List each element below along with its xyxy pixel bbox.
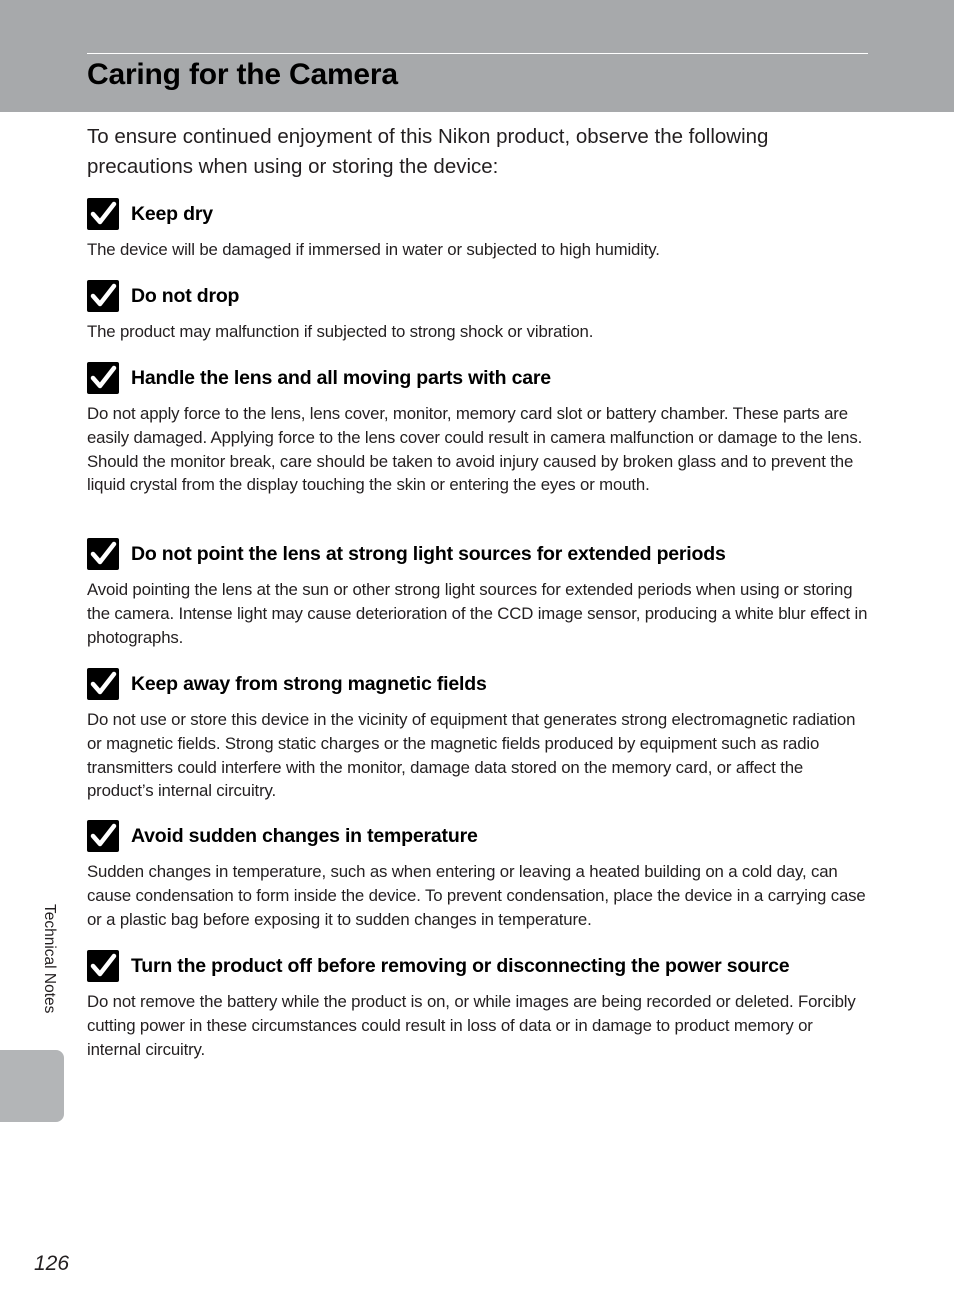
section-text: The device will be damaged if immersed in water or subjected to high humidity. bbox=[87, 240, 660, 259]
check-icon bbox=[87, 280, 119, 312]
section-do-not-drop bbox=[87, 280, 868, 344]
section-keep-dry bbox=[87, 198, 868, 262]
section-heading bbox=[87, 198, 868, 232]
section-text: Do not use or store this device in the vicinity of equipment that generates strong electromagnetic radiation or magnetic fields. Strong static charges or the magnetic fields produced by equipment such as radio transmitters could interfere with the monitor, damage data stored on the memory card, or affect the product’s internal circuitry. bbox=[87, 710, 856, 801]
intro-paragraph: To ensure continued enjoyment of this Nikon product, observe the following precautions when using or storing the device: bbox=[87, 125, 769, 178]
section-text: Avoid pointing the lens at the sun or other strong light sources for extended periods when using or storing the camera. Intense light may cause deterioration of the CCD image sensor, producing a white blur effect in photographs. bbox=[87, 580, 868, 647]
section-handle-lens bbox=[87, 362, 868, 497]
section-temperature bbox=[87, 820, 868, 931]
section-heading bbox=[87, 280, 868, 314]
check-icon bbox=[87, 362, 119, 394]
page-number: 126 bbox=[34, 1252, 70, 1275]
section-heading bbox=[87, 668, 868, 702]
section-title: Handle the lens and all moving parts with care bbox=[131, 367, 551, 389]
check-icon bbox=[87, 668, 119, 700]
side-label: Technical Notes bbox=[41, 904, 58, 1014]
section-title: Keep away from strong magnetic fields bbox=[131, 673, 487, 695]
check-icon bbox=[87, 820, 119, 852]
check-icon bbox=[87, 198, 119, 230]
section-text: The product may malfunction if subjected to strong shock or vibration. bbox=[87, 322, 594, 341]
section-heading bbox=[87, 950, 868, 984]
section-text: Do not apply force to the lens, lens cover, monitor, memory card slot or battery chamber. These parts are easily damaged. Applying force to the lens cover could result in camera malfunction or damage to the lens. Should the monitor break, care should be taken to avoid injury caused by broken glass and to prevent the liquid crystal from the display touching the skin or entering the eyes or mouth. bbox=[87, 404, 863, 495]
section-power-source bbox=[87, 950, 868, 1061]
page-title: Caring for the Camera bbox=[87, 58, 398, 91]
header-band bbox=[0, 0, 954, 112]
section-text: Sudden changes in temperature, such as when entering or leaving a heated building on a cold day, can cause condensation to form inside the device. To prevent condensation, place the device in a carrying case or a plastic bag before exposing it to sudden changes in temperature. bbox=[87, 862, 866, 929]
section-magnetic-fields bbox=[87, 668, 868, 803]
side-tab bbox=[0, 1050, 64, 1122]
check-icon bbox=[87, 950, 119, 982]
section-text: Do not remove the battery while the product is on, or while images are being recorded or deleted. Forcibly cutting power in these circumstances could result in loss of data or in damage to product memory or internal circuitry. bbox=[87, 992, 856, 1059]
section-title: Turn the product off before removing or disconnecting the power source bbox=[131, 955, 790, 977]
check-icon bbox=[87, 538, 119, 570]
section-title: Do not drop bbox=[131, 285, 240, 307]
section-heading bbox=[87, 820, 868, 854]
section-title: Avoid sudden changes in temperature bbox=[131, 825, 478, 847]
section-heading bbox=[87, 538, 868, 572]
section-title: Keep dry bbox=[131, 203, 213, 225]
section-strong-light bbox=[87, 538, 868, 649]
section-title: Do not point the lens at strong light sources for extended periods bbox=[131, 543, 726, 565]
section-heading bbox=[87, 362, 868, 396]
header-rule bbox=[87, 53, 868, 54]
